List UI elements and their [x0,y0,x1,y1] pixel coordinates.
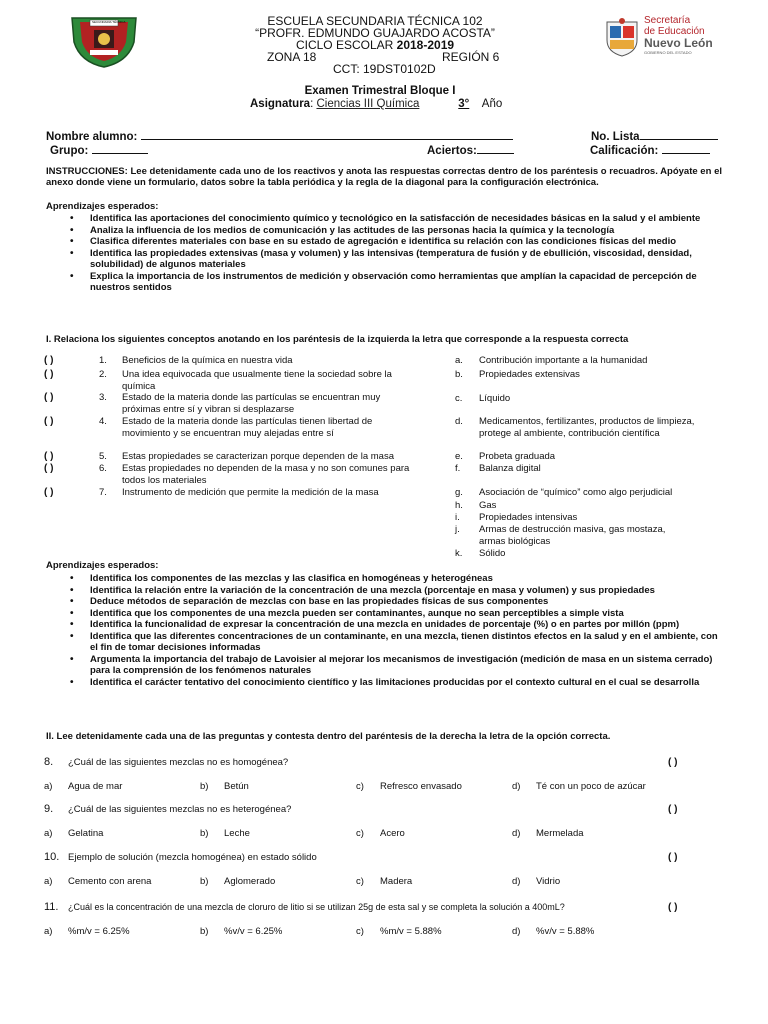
aprendizaje-2-item: • Identifica los componentes de las mezclas y las clasifica en homogéneas y heterogéneas [90,573,724,585]
aprendizaje-1-item: • Explica la importancia de los instrumentos de medición y observación como herramientas que amplían la capacidad de percepción de nuestros sentidos [90,271,712,294]
cct-code: CCT: 19DST0102D [333,62,436,76]
exam-title: Examen Trimestral Bloque I [304,85,456,97]
option-b[interactable]: Aglomerado [224,876,276,887]
professor-name: “PROFR. EDMUNDO GUAJARDO ACOSTA” [255,26,495,40]
aprendizaje-2-item: • Argumenta la importancia del trabajo de Lavoisier al mejorar los mecanismos de investigación (medición de masa en un sistema cerrado) para la comprensión de los fenómenos naturales [90,654,724,677]
group-row: Grupo: [50,143,148,157]
option-d[interactable]: Mermelada [536,828,584,839]
school-cycle: CICLO ESCOLAR 2018-2019 [295,38,455,52]
school-logo-text: SECUNDARIA TÉCNICA [92,20,126,24]
sep-logo-line3: Nuevo León [644,36,713,50]
hits-field[interactable] [477,143,514,154]
question-number: 11. [44,901,59,913]
option-a[interactable]: %m/v = 6.25% [68,926,130,937]
option-a[interactable]: Cemento con arena [68,876,152,887]
subject-value: Ciencias III Química [316,98,420,110]
option-d[interactable]: Té con un poco de azúcar [536,781,646,792]
section-2-title: II. Lee detenidamente cada una de las preguntas y contesta dentro del paréntesis de la derecha la letra de la opción correcta. [46,731,611,742]
school-header [200,15,550,51]
aprendizajes-2-list [90,573,724,688]
option-c[interactable]: Acero [380,828,405,839]
sep-nl-logo [604,14,724,62]
aprendizajes-1-list [90,213,712,294]
answer-paren[interactable]: ( ) [668,902,678,913]
aprendizajes-2-title: Aprendizajes esperados: [46,560,159,571]
option-c[interactable]: Madera [380,876,413,887]
section-1-right-column: a. Contribución importante a la humanidad b. Propiedades extensivas c. Líquido d. Medicamentos, fertilizantes, productos de limpieza, protege al ambiente, contribución científica e. Probeta graduada f. Balanza digital g. Asociación de “químico” como algo perjudicial h. Gas i. Propiedades intensivas j. Armas de destrucción masiva, gas mostaza, armas biológicas k. Sólido [455,355,695,559]
answer-paren[interactable]: ( ) [44,463,54,474]
answer-paren[interactable]: ( ) [668,757,678,768]
student-name-field[interactable] [141,129,513,140]
aprendizaje-1-item: • Analiza la influencia de los medios de comunicación y las actitudes de las personas hacia la química y la tecnología [90,225,712,237]
sep-logo-line1: Secretaría [644,15,691,26]
sep-logo-line4: GOBIERNO DEL ESTADO [644,50,692,55]
answer-paren[interactable]: ( ) [44,355,54,366]
list-number-field[interactable] [640,129,718,140]
sep-logo-line2: de Educación [644,26,705,37]
hits-row: Aciertos: [427,143,514,157]
aprendizajes-1-title: Aprendizajes esperados: [46,201,159,212]
grade-value: 3° [458,98,470,110]
answer-paren[interactable]: ( ) [44,416,54,427]
question-text: ¿Cuál de las siguientes mezclas no es heterogénea? [68,804,292,815]
instructions: INSTRUCCIONES: Lee detenidamente cada uno de los reactivos y anota las respuestas correctas dentro de los paréntesis o recuadros. Apóyate en el anexo donde viene un formulario, datos sobre la tabla periódica y la regla de la diagonal para la configuración electrónica. [46,166,722,188]
option-a[interactable]: Gelatina [68,828,104,839]
student-name-row: Nombre alumno: [46,129,513,143]
option-d[interactable]: Vidrio [536,876,561,887]
school-name: ESCUELA SECUNDARIA TÉCNICA 102 [267,14,483,28]
question-number: 8. [44,756,54,768]
grade-label: Año [481,98,503,110]
section-1-left-column: ( ) 1. Beneficios de la química en nuestra vida ( ) 2. Una idea equivocada que usualmente tiene la sociedad sobre la química ( ) 3. Estado de la materia donde las partículas se encuentran muy próximas entre sí y vibran si desplazarse ( ) 4. Estado de la materia donde las partículas tienen libertad de movimiento y se encuentran muy alejadas entre sí ( ) 5. Estas propiedades se caracterizan porque dependen de la masa ( ) 6. Estas propiedades no dependen de la masa y no son comunes para todos los materiales ( ) 7. Instrumento de medición que permite la medición de la masa [44,355,410,498]
school-shield-logo [68,12,140,68]
list-number-row: No. Lista [591,129,718,143]
option-b[interactable]: Leche [224,828,250,839]
question-number: 10. [44,851,60,863]
option-b[interactable]: Betún [224,781,249,792]
question-number: 9. [44,803,54,815]
answer-paren[interactable]: ( ) [44,392,54,403]
aprendizaje-2-item: • Identifica que las diferentes concentraciones de un contaminante, en una mezcla, tienen distintos efectos en la salud y en el ambiente, con el fin de tomar decisiones informadas [90,631,724,654]
group-field[interactable] [92,143,148,154]
option-b[interactable]: %v/v = 6.25% [224,926,283,937]
option-c[interactable]: %m/v = 5.88% [380,926,442,937]
answer-paren[interactable]: ( ) [44,487,54,498]
grade-field[interactable] [662,143,710,154]
question-text: Ejemplo de solución (mezcla homogénea) en estado sólido [68,852,317,863]
question-text: ¿Cuál de las siguientes mezclas no es homogénea? [68,757,289,768]
section-1-title: I. Relaciona los siguientes conceptos anotando en los paréntesis de la izquierda la letra que corresponde a la respuesta correcta [46,334,629,345]
aprendizaje-2-item: • Identifica la relación entre la variación de la concentración de una mezcla (porcentaje en masa y volumen) y sus propiedades [90,585,724,597]
aprendizaje-2-item: • Deduce métodos de separación de mezclas con base en las propiedades físicas de sus componentes [90,596,724,608]
aprendizaje-2-item: • Identifica que los componentes de una mezcla pueden ser contaminantes, aunque no sean perceptibles a simple vista [90,608,724,620]
subject-line: Asignatura: Ciencias III Química 3° Año [250,98,503,110]
aprendizaje-2-item: • Identifica el carácter tentativo del conocimiento científico y las limitaciones producidas por el contexto cultural en el cual se desarrolla [90,677,724,689]
aprendizaje-1-item: • Identifica las aportaciones del conocimiento químico y tecnológico en la satisfacción de necesidades básicas en la salud y el ambiente [90,213,712,225]
option-a[interactable]: Agua de mar [68,781,123,792]
aprendizaje-1-item: • Identifica las propiedades extensivas (masa y volumen) y las intensivas (temperatura de fusión y de ebullición, viscosidad, densidad, solubilidad) de algunos materiales [90,248,712,271]
aprendizaje-1-item: • Clasifica diferentes materiales con base en su estado de agregación e identifica su relación con las condiciones físicas del medio [90,236,712,248]
option-d[interactable]: %v/v = 5.88% [536,926,595,937]
zone: ZONA 18 [267,50,317,64]
answer-paren[interactable]: ( ) [44,369,54,380]
grade-row: Calificación: [590,143,710,157]
region: REGIÓN 6 [442,50,500,64]
option-c[interactable]: Refresco envasado [380,781,462,792]
aprendizaje-2-item: • Identifica la funcionalidad de expresar la concentración de una mezcla en unidades de porcentaje (%) o en partes por millón (ppm) [90,619,724,631]
question-text: ¿Cuál es la concentración de una mezcla de cloruro de litio si se utilizan 25g de esta sal y se completa la solución a 400mL? [68,902,565,912]
answer-paren[interactable]: ( ) [44,451,54,462]
answer-paren[interactable]: ( ) [668,804,678,815]
answer-paren[interactable]: ( ) [668,852,678,863]
